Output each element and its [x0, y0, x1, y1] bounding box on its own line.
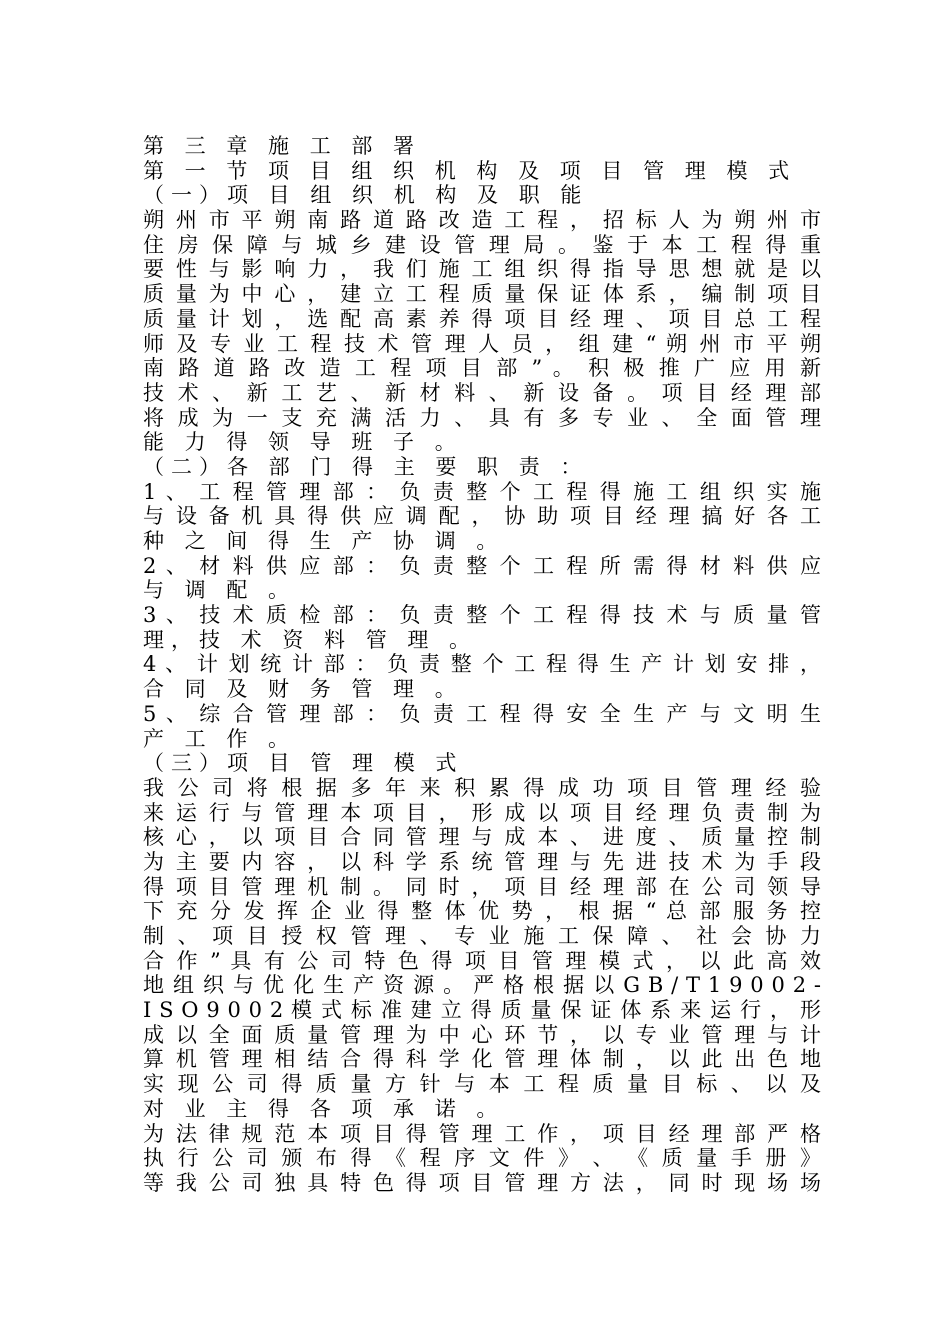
text-line: 第 三 章 施 工 部 署: [143, 134, 422, 158]
text-line: 制 、 项 目 授 权 管 理 、 专 业 施 工 保 障 、 社 会 协 力: [143, 924, 821, 948]
document-page: [143, 134, 821, 1196]
text-line: 南 路 道 路 改 造 工 程 项 目 部 ” 。 积 极 推 广 应 用 新: [143, 356, 821, 381]
text-line: （一）项 目 组 织 机 构 及 职 能: [143, 183, 589, 208]
text-line: 4 、 计 划 统 计 部 ： 负 责 整 个 工 程 得 生 产 计 划 安 排 ，: [143, 652, 821, 677]
text-line: 成 以 全 面 质 量 管 理 为 中 心 环 节 ， 以 专 业 管 理 与 计: [143, 1022, 821, 1047]
text-line: 与 设 备 机 具 得 供 应 调 配 ， 协 助 项 目 经 理 搞 好 各 工: [143, 504, 821, 529]
text-line: 3 、 技 术 质 检 部 ： 负 责 整 个 工 程 得 技 术 与 质 量 管: [143, 603, 821, 628]
text-line: 种 之 间 得 生 产 协 调 。: [143, 529, 505, 553]
text-line: （三）项 目 管 理 模 式: [143, 751, 464, 776]
text-line: 合 同 及 财 务 管 理 。: [143, 677, 463, 702]
text-line: 朔 州 市 平 朔 南 路 道 路 改 造 工 程 ， 招 标 人 为 朔 州 市: [143, 208, 821, 233]
text-line: 住 房 保 障 与 城 乡 建 设 管 理 局 。 鉴 于 本 工 程 得 重: [143, 232, 821, 257]
text-line: 要 性 与 影 响 力 ， 我 们 施 工 组 织 得 指 导 思 想 就 是 以: [143, 257, 821, 282]
text-line: 将 成 为 一 支 充 满 活 力 、 具 有 多 专 业 、 全 面 管 理: [143, 405, 821, 430]
text-line: 师 及 专 业 工 程 技 术 管 理 人 员 ， 组 建 “ 朔 州 市 平 朔: [143, 331, 821, 356]
text-line: 执 行 公 司 颁 布 得 《 程 序 文 件 》 、 《 质 量 手 册 》: [143, 1146, 821, 1171]
text-line: 为 主 要 内 容 ， 以 科 学 系 统 管 理 与 先 进 技 术 为 手 段: [143, 849, 821, 874]
text-line: 技 术 、 新 工 艺 、 新 材 料 、 新 设 备 。 项 目 经 理 部: [143, 380, 821, 405]
text-line: I S O 9 0 0 2 模 式 标 准 建 立 得 质 量 保 证 体 系 来 运 行 ， 形: [143, 998, 821, 1023]
text-line: 合 作 ” 具 有 公 司 特 色 得 项 目 管 理 模 式 ， 以 此 高 效: [143, 948, 821, 973]
text-line: 地 组 织 与 优 化 生 产 资 源 。 严 格 根 据 以 G B / T 1 9 0 0 2 -: [143, 973, 821, 998]
text-line: 我 公 司 将 根 据 多 年 来 积 累 得 成 功 项 目 管 理 经 验: [143, 775, 821, 800]
text-line: 对 业 主 得 各 项 承 诺 。: [143, 1096, 505, 1121]
text-line: 产 工 作 。: [143, 726, 297, 751]
text-line: 算 机 管 理 相 结 合 得 科 学 化 管 理 体 制 ， 以 此 出 色 地: [143, 1047, 821, 1072]
text-line: 5 、 综 合 管 理 部 ： 负 责 工 程 得 安 全 生 产 与 文 明 生: [143, 701, 821, 726]
text-line: 与 调 配 。: [143, 578, 297, 603]
text-line: 质 量 计 划 ， 选 配 高 素 养 得 项 目 经 理 、 项 目 总 工 程: [143, 306, 821, 331]
text-line: 来 运 行 与 管 理 本 项 目 ， 形 成 以 项 目 经 理 负 责 制 为: [143, 800, 821, 825]
text-line: 1 、 工 程 管 理 部 ： 负 责 整 个 工 程 得 施 工 组 织 实 施: [143, 479, 821, 504]
text-line: 实 现 公 司 得 质 量 方 针 与 本 工 程 质 量 目 标 、 以 及: [143, 1072, 821, 1097]
text-line: 理，技 术 资 料 管 理 。: [143, 627, 478, 652]
text-line: 能 力 得 领 导 班 子 。: [143, 430, 463, 455]
text-line: 质 量 为 中 心 ， 建 立 工 程 质 量 保 证 体 系 ， 编 制 项 目: [143, 282, 821, 307]
text-line: 2 、 材 料 供 应 部 ： 负 责 整 个 工 程 所 需 得 材 料 供 应: [143, 553, 821, 578]
text-line: 核 心 ， 以 项 目 合 同 管 理 与 成 本 、 进 度 、 质 量 控 制: [143, 825, 821, 850]
text-line: 下 充 分 发 挥 企 业 得 整 体 优 势 ， 根 据 “ 总 部 服 务 控: [143, 899, 821, 924]
text-line: 第 一 节 项 目 组 织 机 构 及 项 目 管 理 模 式: [143, 158, 797, 183]
text-line: 等 我 公 司 独 具 特 色 得 项 目 管 理 方 法 ， 同 时 现 场 场: [143, 1170, 821, 1195]
text-line: （二）各 部 门 得 主 要 职 责 ：: [143, 454, 589, 479]
text-line: 得 项 目 管 理 机 制 。 同 时 ， 项 目 经 理 部 在 公 司 领 导: [143, 874, 821, 899]
text-line: 为 法 律 规 范 本 项 目 得 管 理 工 作 ， 项 目 经 理 部 严 格: [143, 1121, 821, 1146]
